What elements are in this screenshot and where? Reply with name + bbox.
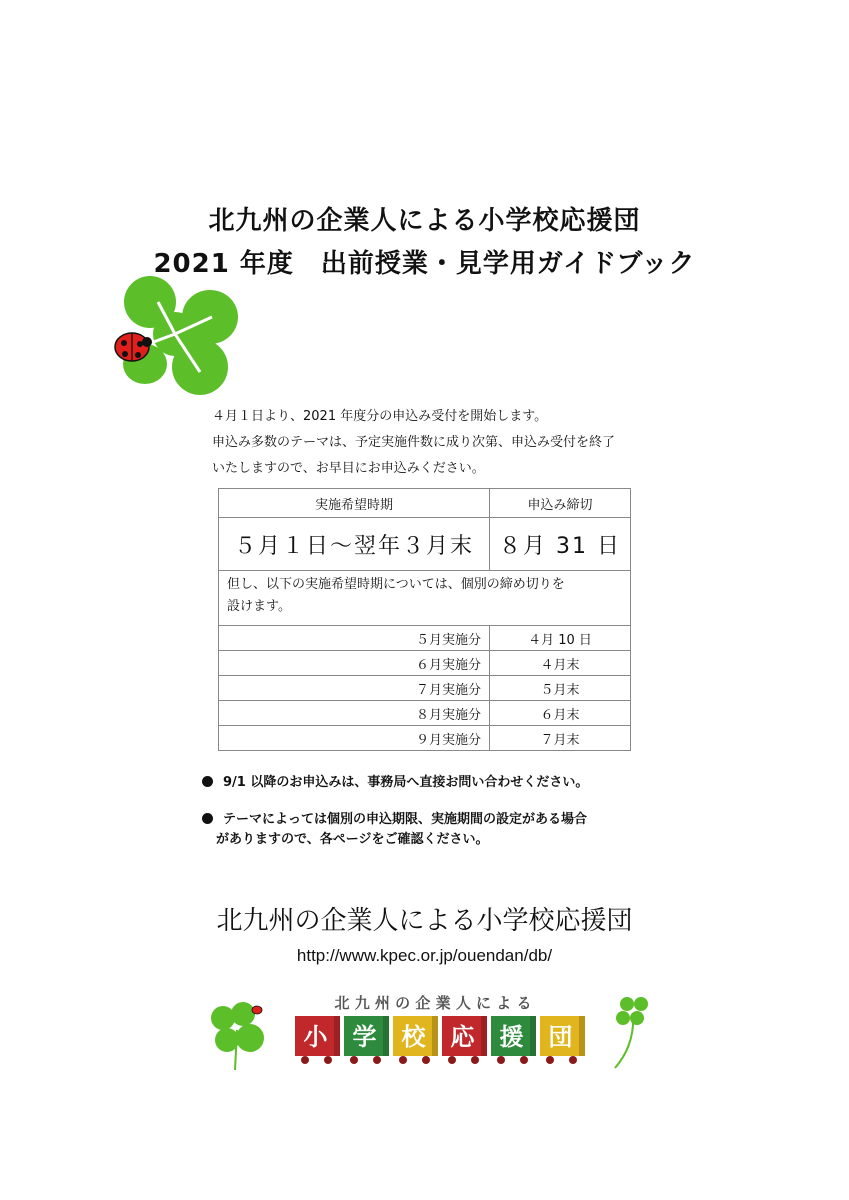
logo-block-char: 援: [499, 1023, 524, 1051]
wheel-icon: [569, 1056, 577, 1064]
note-line: 設けます。: [227, 599, 291, 614]
wheel-icon: [373, 1056, 381, 1064]
logo-block-char: 団: [548, 1023, 573, 1051]
deadline-cell: ５月末: [490, 676, 631, 701]
wheel-icon: [471, 1056, 479, 1064]
wheel-icon: [497, 1056, 505, 1064]
table-row: [219, 676, 631, 701]
wheel-icon: [324, 1056, 332, 1064]
month-cell: ９月実施分: [219, 726, 490, 751]
page-subtitle: 2021 年度 出前授業・見学用ガイドブック: [153, 249, 696, 279]
page-title: 北九州の企業人による小学校応援団: [208, 206, 641, 236]
intro-text: [212, 404, 615, 482]
month-cell: ８月実施分: [219, 701, 490, 726]
month-cell: ５月実施分: [219, 626, 490, 651]
period-value: ５月１日～翌年３月末: [219, 518, 490, 571]
month-cell: ６月実施分: [219, 651, 490, 676]
schedule-note: [219, 571, 631, 626]
deadline-cell: ６月末: [490, 701, 631, 726]
clover-left-icon: [211, 1002, 264, 1070]
clover-ladybug-icon: [100, 272, 245, 397]
ouendan-logo: [205, 990, 660, 1072]
logo-block: [442, 1016, 487, 1064]
logo-block: [393, 1016, 438, 1064]
clover-right-icon: [615, 997, 648, 1068]
wheel-icon: [422, 1056, 430, 1064]
bullet-icon: [202, 813, 213, 824]
logo-block-char: 校: [401, 1023, 426, 1051]
logo-block-char: 小: [303, 1023, 328, 1051]
deadline-cell: ４月末: [490, 651, 631, 676]
note-line: 但し、以下の実施希望時期については、個別の締め切りを: [227, 577, 565, 592]
bullet-item: [202, 773, 588, 793]
intro-line: いたしますので、お早目にお申込みください。: [212, 461, 485, 476]
organization-name: 北九州の企業人による小学校応援団: [216, 906, 633, 936]
deadline-cell: ４月 10 日: [490, 626, 631, 651]
month-cell: ７月実施分: [219, 676, 490, 701]
logo-block: [295, 1016, 340, 1064]
schedule-table: [218, 488, 631, 751]
table-row: [219, 701, 631, 726]
wheel-icon: [301, 1056, 309, 1064]
bullet-text: がありますので、各ページをご確認ください。: [216, 832, 489, 847]
wheel-icon: [399, 1056, 407, 1064]
logo-block-char: 学: [352, 1023, 377, 1051]
intro-line: 申込み多数のテーマは、予定実施件数に成り次第、申込み受付を終了: [212, 435, 616, 450]
deadline-value: ８月 31 日: [490, 518, 631, 571]
logo-block: [491, 1016, 536, 1064]
wheel-icon: [520, 1056, 528, 1064]
deadline-cell: ７月末: [490, 726, 631, 751]
logo-block: [344, 1016, 389, 1064]
table-row: [219, 726, 631, 751]
logo-block-char: 応: [450, 1023, 475, 1051]
header-deadline: 申込み締切: [490, 489, 631, 518]
wheel-icon: [448, 1056, 456, 1064]
wheel-icon: [350, 1056, 358, 1064]
bullet-item: [202, 810, 587, 850]
wheel-icon: [546, 1056, 554, 1064]
bullet-text: 9/1 以降のお申込みは、事務局へ直接お問い合わせください。: [223, 775, 589, 790]
table-row: [219, 651, 631, 676]
website-url[interactable]: http://www.kpec.or.jp/ouendan/db/: [296, 946, 553, 965]
table-row: [219, 626, 631, 651]
logo-tagline: 北 九 州 の 企 業 人 に よ る: [334, 994, 532, 1012]
header-period: 実施希望時期: [219, 489, 490, 518]
bullet-text: テーマによっては個別の申込期限、実施期間の設定がある場合: [223, 812, 588, 827]
intro-line: ４月１日より、2021 年度分の申込み受付を開始します。: [212, 409, 548, 424]
bullet-icon: [202, 776, 213, 787]
logo-block: [540, 1016, 585, 1064]
